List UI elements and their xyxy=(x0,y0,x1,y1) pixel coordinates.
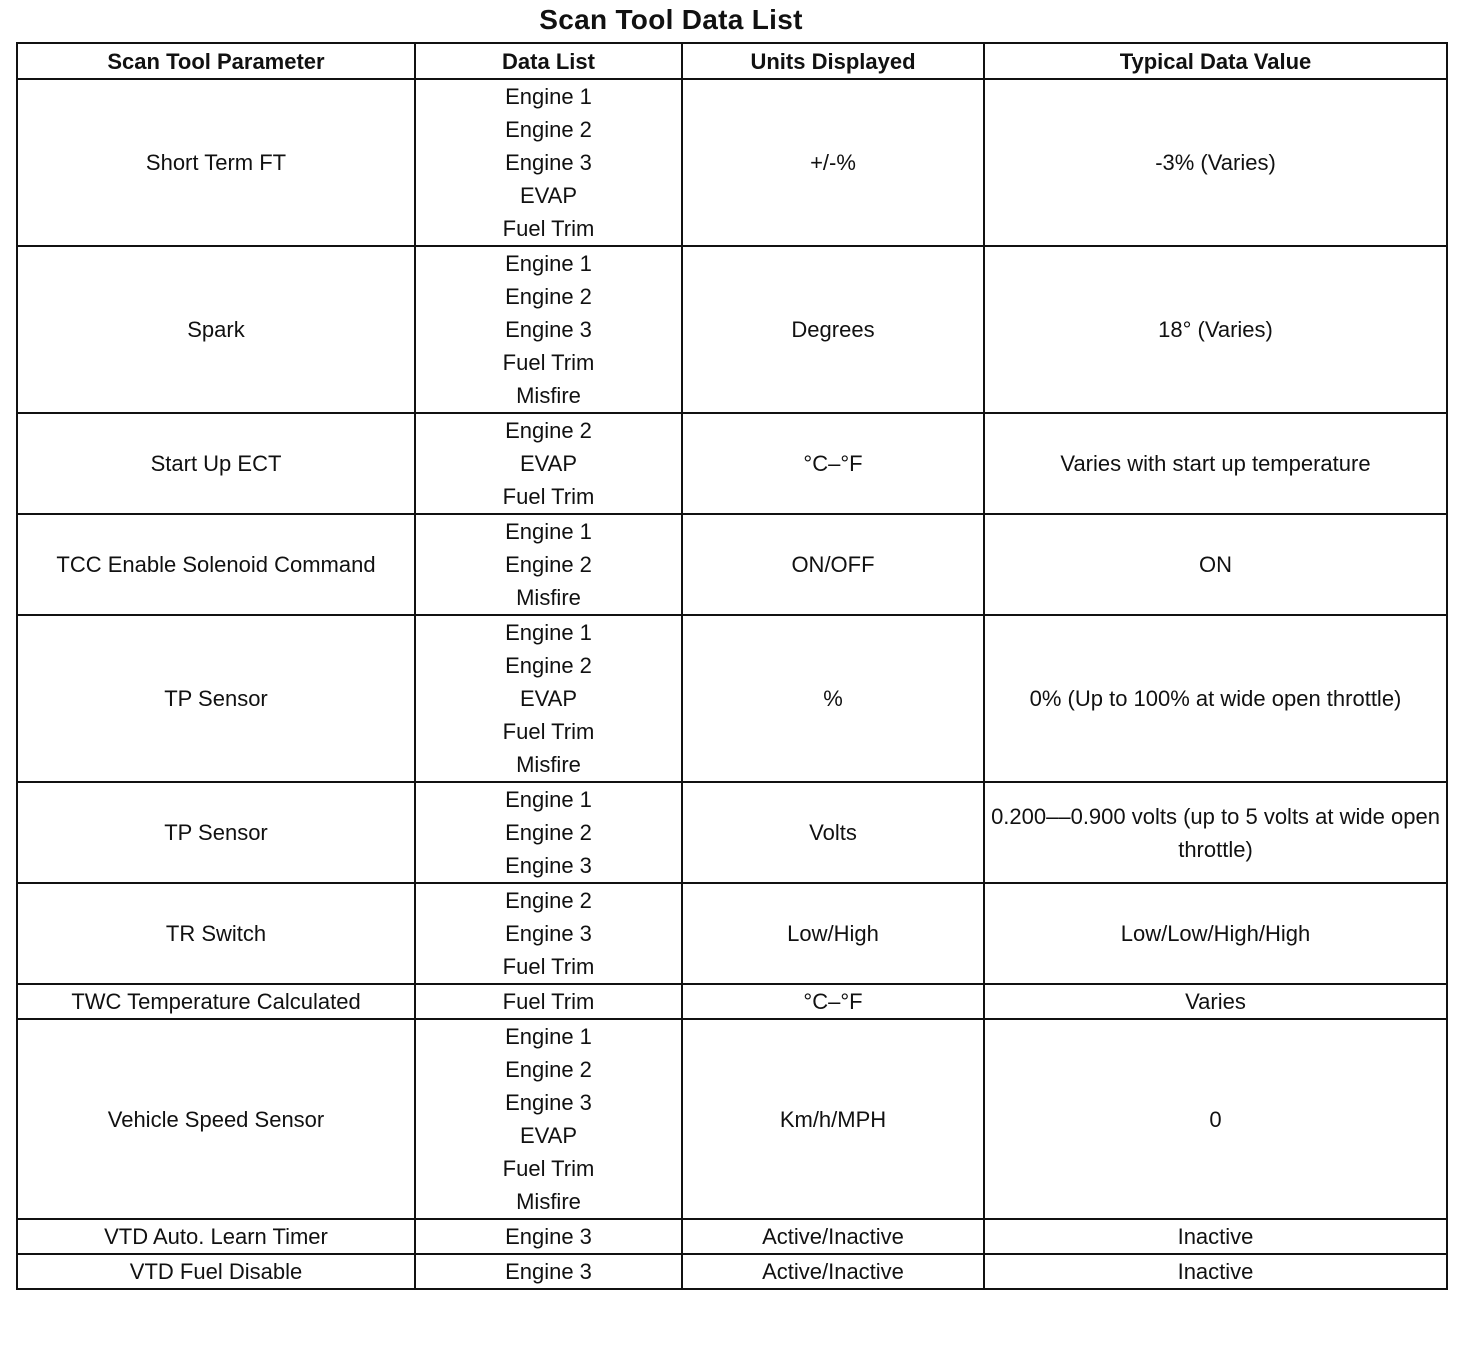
cell-scan-tool-parameter: VTD Auto. Learn Timer xyxy=(17,1219,415,1254)
data-list-item: Engine 3 xyxy=(505,921,592,946)
cell-scan-tool-parameter: TP Sensor xyxy=(17,782,415,883)
data-list-item: Engine 2 xyxy=(505,552,592,577)
cell-typical-data-value: 0.200––0.900 volts (up to 5 volts at wide open throttle) xyxy=(984,782,1447,883)
cell-typical-data-value: 0% (Up to 100% at wide open throttle) xyxy=(984,615,1447,782)
cell-typical-data-value: Varies with start up temperature xyxy=(984,413,1447,514)
data-list-item: Engine 3 xyxy=(505,1224,592,1249)
cell-units-displayed: Volts xyxy=(682,782,984,883)
data-list-item: Fuel Trim xyxy=(502,484,595,509)
data-list-item: Engine 2 xyxy=(505,820,592,845)
data-list-item: Engine 2 xyxy=(505,653,592,678)
data-list-item: Engine 2 xyxy=(505,888,592,913)
cell-units-displayed: % xyxy=(682,615,984,782)
cell-typical-data-value: Varies xyxy=(984,984,1447,1019)
table-row xyxy=(17,413,1447,514)
cell-scan-tool-parameter: TP Sensor xyxy=(17,615,415,782)
data-list-item: Fuel Trim xyxy=(502,954,595,979)
cell-typical-data-value: Inactive xyxy=(984,1219,1447,1254)
data-list-item: Fuel Trim xyxy=(502,719,595,744)
data-list-item: Engine 1 xyxy=(505,84,592,109)
scan-tool-data-table xyxy=(16,42,1448,1290)
table-row xyxy=(17,782,1447,883)
data-list-item: Engine 3 xyxy=(505,853,592,878)
cell-scan-tool-parameter: Vehicle Speed Sensor xyxy=(17,1019,415,1219)
cell-units-displayed: Active/Inactive xyxy=(682,1254,984,1289)
data-list-item: Fuel Trim xyxy=(502,216,595,241)
cell-typical-data-value: ON xyxy=(984,514,1447,615)
table-row xyxy=(17,615,1447,782)
data-list-item: EVAP xyxy=(519,1123,578,1148)
cell-scan-tool-parameter: TWC Temperature Calculated xyxy=(17,984,415,1019)
cell-data-list xyxy=(415,514,682,615)
data-list-item: EVAP xyxy=(519,686,578,711)
cell-data-list xyxy=(415,782,682,883)
data-list-item: Misfire xyxy=(516,1189,581,1214)
data-list-item: Engine 1 xyxy=(505,1024,592,1049)
table-row xyxy=(17,883,1447,984)
cell-scan-tool-parameter: Start Up ECT xyxy=(17,413,415,514)
cell-data-list xyxy=(415,615,682,782)
data-list-item: Engine 3 xyxy=(505,1259,592,1284)
cell-typical-data-value: 18° (Varies) xyxy=(984,246,1447,413)
page-title: Scan Tool Data List xyxy=(539,4,803,35)
data-list-item: Engine 3 xyxy=(505,150,592,175)
cell-scan-tool-parameter: Spark xyxy=(17,246,415,413)
data-list-item: Engine 1 xyxy=(505,620,592,645)
cell-units-displayed: +/-% xyxy=(682,79,984,246)
cell-units-displayed: Active/Inactive xyxy=(682,1219,984,1254)
table-row xyxy=(17,79,1447,246)
table-row xyxy=(17,514,1447,615)
cell-typical-data-value: Low/Low/High/High xyxy=(984,883,1447,984)
cell-typical-data-value: Inactive xyxy=(984,1254,1447,1289)
data-list-item: Engine 1 xyxy=(505,251,592,276)
cell-scan-tool-parameter: TR Switch xyxy=(17,883,415,984)
data-list-item: Engine 2 xyxy=(505,1057,592,1082)
cell-data-list xyxy=(415,246,682,413)
table-row xyxy=(17,1219,1447,1254)
data-list-item: Engine 3 xyxy=(505,317,592,342)
cell-data-list xyxy=(415,984,682,1019)
data-list-item: Engine 1 xyxy=(505,787,592,812)
header-units-displayed: Units Displayed xyxy=(682,43,984,79)
table-row xyxy=(17,1254,1447,1289)
data-list-item: Fuel Trim xyxy=(502,1156,595,1181)
cell-typical-data-value: -3% (Varies) xyxy=(984,79,1447,246)
cell-units-displayed: °C–°F xyxy=(682,984,984,1019)
data-list-item: Engine 2 xyxy=(505,284,592,309)
cell-data-list xyxy=(415,413,682,514)
table-header-row xyxy=(17,43,1447,79)
cell-units-displayed: Km/h/MPH xyxy=(682,1019,984,1219)
data-list-item: Fuel Trim xyxy=(502,989,595,1014)
data-list-item: Misfire xyxy=(516,585,581,610)
data-list-item: EVAP xyxy=(519,183,578,208)
header-typical-data-value: Typical Data Value xyxy=(984,43,1447,79)
table-row xyxy=(17,1019,1447,1219)
data-list-item: Fuel Trim xyxy=(502,350,595,375)
table-row xyxy=(17,246,1447,413)
cell-scan-tool-parameter: TCC Enable Solenoid Command xyxy=(17,514,415,615)
cell-units-displayed: Low/High xyxy=(682,883,984,984)
table-body xyxy=(17,79,1447,1289)
cell-scan-tool-parameter: Short Term FT xyxy=(17,79,415,246)
data-list-item: Engine 2 xyxy=(505,117,592,142)
cell-data-list xyxy=(415,883,682,984)
cell-data-list xyxy=(415,1254,682,1289)
data-list-item: Engine 2 xyxy=(505,418,592,443)
cell-data-list xyxy=(415,1219,682,1254)
cell-units-displayed: °C–°F xyxy=(682,413,984,514)
table-row xyxy=(17,984,1447,1019)
cell-typical-data-value: 0 xyxy=(984,1019,1447,1219)
data-list-item: EVAP xyxy=(519,451,578,476)
data-list-item: Misfire xyxy=(516,383,581,408)
cell-scan-tool-parameter: VTD Fuel Disable xyxy=(17,1254,415,1289)
header-scan-tool-parameter: Scan Tool Parameter xyxy=(17,43,415,79)
data-list-item: Misfire xyxy=(516,752,581,777)
cell-units-displayed: ON/OFF xyxy=(682,514,984,615)
cell-units-displayed: Degrees xyxy=(682,246,984,413)
cell-data-list xyxy=(415,1019,682,1219)
header-data-list: Data List xyxy=(415,43,682,79)
data-list-item: Engine 3 xyxy=(505,1090,592,1115)
data-list-item: Engine 1 xyxy=(505,519,592,544)
cell-data-list xyxy=(415,79,682,246)
